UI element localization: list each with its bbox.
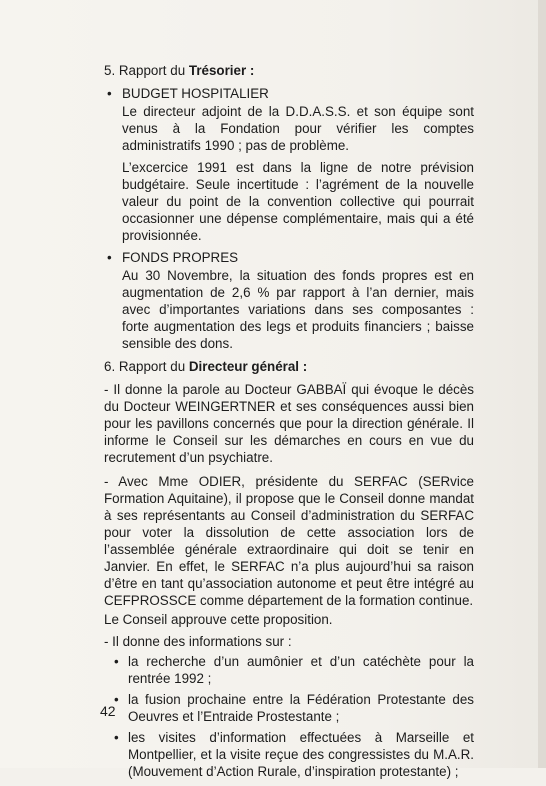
section-5-title-prefix: 5. Rapport du [104, 63, 189, 78]
section-treasurer-report [104, 62, 474, 352]
information-item: • la fusion prochaine entre la Fédération Protestante des Oeuvres et l’Entraide Prostestante ; [114, 691, 474, 725]
director-item-3-intro: - Il donne des informations sur : [104, 634, 292, 649]
section-6-title-bold: Directeur général : [188, 359, 308, 374]
section-6-title [104, 358, 474, 375]
council-approval: Le Conseil approuve cette proposition. [104, 612, 333, 627]
section-5-title [104, 62, 474, 79]
page-body [104, 62, 474, 786]
section-director-report [104, 358, 474, 780]
director-item-2: - Avec Mme ODIER, présidente du SERFAC (SERvice Formation Aquitaine), il propose que le Conseil donne mandat à ses représentants au Conseil d’administration du SERFAC pour voter la dissolution de cette association lors de l’assemblée générale extraordinaire qui doit se tenir en Janvier. En effet, le SERFAC n’a plus aujourd’hui sa raison d’être en tant qu’association autonome et peut être intégré au CEFPROSSCE comme département de la formation continue. [104, 474, 474, 608]
page-number: 42 [100, 703, 116, 719]
budget-paragraph-2: L’excercice 1991 est dans la ligne de notre prévision budgétaire. Seule incertitude : l’agrément de la nouvelle valeur du point de la convention collective qui pourrait occasionner une dépense complémentaire, mais qui a été provisionnée. [122, 160, 474, 243]
fonds-heading: • FONDS PROPRES [104, 249, 474, 266]
information-item: • la recherche d’un aumônier et d’un catéchète pour la rentrée 1992 ; [114, 653, 474, 687]
information-item: • les visites d’information effectuées à Marseille et Montpellier, et la visite reçue des congressistes du M.A.R. (Mouvement d’Action Rurale, d’inspiration protestante) ; [114, 729, 474, 780]
page-edge-shadow [538, 0, 546, 768]
budget-heading: • BUDGET HOSPITALIER [104, 85, 474, 102]
section-6-title-prefix: 6. Rapport du [104, 359, 189, 374]
section-5-title-bold: Trésorier : [188, 63, 255, 78]
budget-paragraph-1: Le directeur adjoint de la D.D.A.S.S. et son équipe sont venus à la Fondation pour vérifier les comptes administratifs 1990 ; pas de problème. [122, 104, 474, 153]
fonds-paragraph-1: Au 30 Novembre, la situation des fonds propres est en augmentation de 2,6 % par rapport à l’an dernier, mais avec d’importantes variations dans ses composantes : forte augmentation des legs et produits financiers ; baisse sensible des dons. [122, 268, 474, 351]
information-list [104, 653, 474, 780]
director-item-1: - Il donne la parole au Docteur GABBAÏ qui évoque le décès du Docteur WEINGERTNER et ses conséquences aussi bien pour les pavillons concernés que pour la direction générale. Il informe le Conseil sur les démarches en cours en vue du recrutement d’un psychiatre. [104, 382, 474, 465]
